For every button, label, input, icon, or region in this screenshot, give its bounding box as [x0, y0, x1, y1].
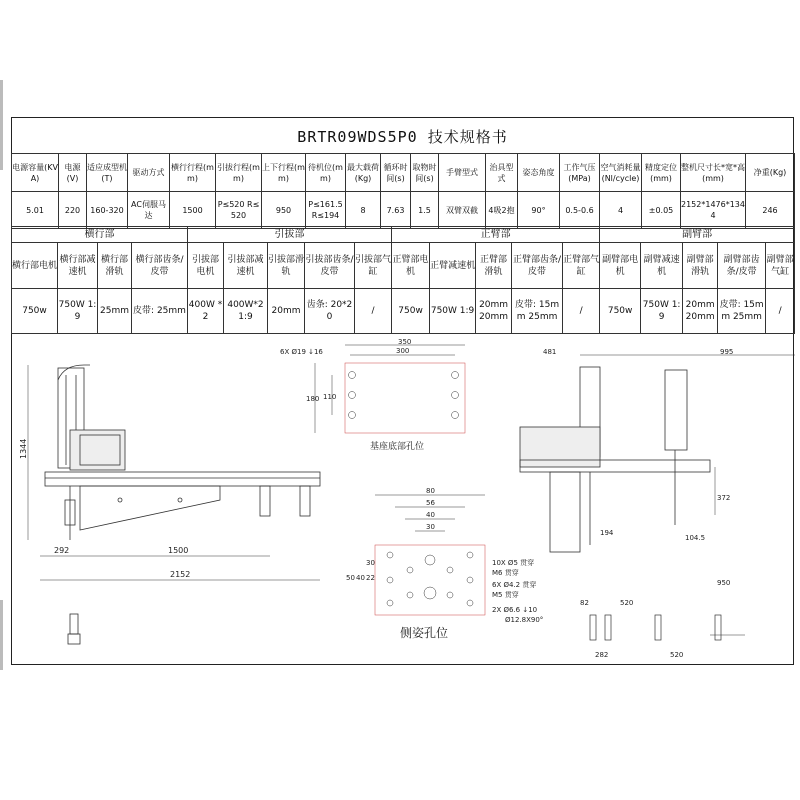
spec-header-cell-1: 电源(V)	[59, 154, 87, 192]
section-row	[12, 227, 795, 243]
detail-value-cell-18: /	[766, 289, 795, 334]
spec-header-cell-10: 取物时间(s)	[411, 154, 439, 192]
spec-value-cell-14: 0.5-0.6	[560, 192, 600, 229]
dim-height-label: 1344	[19, 438, 28, 459]
side-dim-30b: 30	[366, 559, 375, 567]
side-note-3: 6X Ø4.2 贯穿	[492, 581, 537, 589]
detail-header-cell-12: 正臂部齿条/皮带	[512, 243, 563, 289]
spec-header-cell-6: 上下行程(mm)	[262, 154, 306, 192]
base-plate-note: 6X Ø19 ↓16	[280, 348, 323, 356]
detail-value-cell-5: 400W*2 1:9	[224, 289, 268, 334]
spec-value-cell-3: AC伺服马达	[128, 192, 170, 229]
side-view-dim-82: 82	[580, 599, 589, 607]
side-dim-22: 22	[366, 574, 375, 582]
spec-value-cell-8: 8	[346, 192, 381, 229]
side-dim-30: 30	[426, 523, 435, 531]
detail-value-cell-10: 750W 1:9	[430, 289, 476, 334]
spec-header-cell-4: 横行行程(mm)	[170, 154, 216, 192]
detail-header-cell-6: 引拔部滑轨	[268, 243, 305, 289]
detail-value-cell-2: 25mm	[98, 289, 132, 334]
detail-value-cell-13: /	[563, 289, 600, 334]
spec-header-cell-0: 电源容量(KVA)	[12, 154, 59, 192]
detail-value-cell-8: /	[355, 289, 392, 334]
section-main-arm: 正臂部	[392, 227, 600, 243]
spec-value-cell-16: ±0.05	[642, 192, 681, 229]
dim-1500-label: 1500	[168, 546, 189, 555]
detail-header-row	[12, 243, 795, 289]
spec-header-cell-7: 待机位(mm)	[306, 154, 346, 192]
spec-value-cell-18: 246	[746, 192, 795, 229]
detail-value-cell-15: 750W 1:9	[641, 289, 683, 334]
side-view-dim-372: 372	[717, 494, 731, 502]
detail-value-cell-1: 750W 1:9	[58, 289, 98, 334]
spec-header-row	[12, 154, 795, 192]
base-dim-300: 300	[396, 347, 410, 355]
detail-header-cell-16: 副臂部滑轨	[683, 243, 718, 289]
side-view-dim-194: 194	[600, 529, 614, 537]
spec-table	[11, 153, 795, 229]
spec-header-cell-3: 驱动方式	[128, 154, 170, 192]
side-view-dim-995: 995	[720, 348, 734, 356]
side-view-dim-520: 520	[620, 599, 634, 607]
detail-header-cell-15: 副臂减速机	[641, 243, 683, 289]
spec-header-cell-2: 适应成型机(T)	[87, 154, 128, 192]
spec-header-cell-12: 治具型式	[486, 154, 518, 192]
spec-header-cell-16: 精度定位(mm)	[642, 154, 681, 192]
spec-value-cell-2: 160-320	[87, 192, 128, 229]
detail-header-cell-3: 横行部齿条/皮带	[132, 243, 188, 289]
detail-header-cell-8: 引拔部气缸	[355, 243, 392, 289]
section-traverse: 横行部	[12, 227, 188, 243]
spec-header-cell-17: 整机尺寸长*宽*高(mm)	[681, 154, 746, 192]
detail-header-cell-17: 副臂部齿条/皮带	[718, 243, 766, 289]
side-dim-40b: 40	[356, 574, 365, 582]
detail-value-cell-11: 20mm 20mm	[476, 289, 512, 334]
spec-header-cell-8: 最大载荷(Kg)	[346, 154, 381, 192]
spec-header-cell-14: 工作气压(MPa)	[560, 154, 600, 192]
spec-value-cell-15: 4	[600, 192, 642, 229]
dim-2152-label: 2152	[170, 570, 191, 579]
dim-292-label: 292	[54, 546, 70, 555]
spec-header-cell-9: 循环时间(s)	[381, 154, 411, 192]
detail-value-cell-14: 750w	[600, 289, 641, 334]
section-sub-arm: 副臂部	[600, 227, 795, 243]
side-view-dim-520b: 520	[670, 651, 684, 659]
small-part-drawing	[65, 612, 85, 650]
detail-header-cell-9: 正臂部电机	[392, 243, 430, 289]
detail-value-cell-3: 皮带: 25mm	[132, 289, 188, 334]
side-note-5: 2X Ø6.6 ↓10	[492, 606, 538, 614]
detail-header-cell-2: 横行部滑轨	[98, 243, 132, 289]
side-plate-caption: 侧姿孔位	[400, 626, 449, 640]
spec-value-cell-1: 220	[59, 192, 87, 229]
side-view-dim-950: 950	[717, 579, 731, 587]
side-dim-50: 50	[346, 574, 355, 582]
side-view-dim-481: 481	[543, 348, 557, 356]
detail-value-cell-16: 20mm 20mm	[683, 289, 718, 334]
detail-value-cell-6: 20mm	[268, 289, 305, 334]
spec-header-cell-11: 手臂型式	[439, 154, 486, 192]
detail-header-cell-1: 横行部减速机	[58, 243, 98, 289]
detail-header-cell-13: 正臂部气缸	[563, 243, 600, 289]
spec-header-cell-15: 空气消耗量(Nl/cycle)	[600, 154, 642, 192]
spec-value-cell-5: P≤520 R≤520	[216, 192, 262, 229]
detail-header-cell-11: 正臂部滑轨	[476, 243, 512, 289]
spec-value-cell-0: 5.01	[12, 192, 59, 229]
detail-value-cell-7: 齿条: 20*20	[305, 289, 355, 334]
side-note-6: Ø12.8X90°	[505, 616, 544, 624]
spec-value-cell-6: 950	[262, 192, 306, 229]
side-note-1: 10X Ø5 贯穿	[492, 559, 535, 567]
detail-header-cell-18: 副臂部气缸	[766, 243, 795, 289]
base-plate-drawing	[270, 335, 490, 455]
spec-header-cell-13: 姿态角度	[518, 154, 560, 192]
spec-value-cell-4: 1500	[170, 192, 216, 229]
side-view-drawing	[505, 345, 795, 660]
detail-value-cell-12: 皮带: 15mm 25mm	[512, 289, 563, 334]
base-dim-350: 350	[398, 338, 412, 346]
left-edge-marker-2	[0, 600, 3, 670]
spec-value-cell-7: P≤161.5 R≤194	[306, 192, 346, 229]
detail-header-cell-5: 引拔部减速机	[224, 243, 268, 289]
base-dim-180: 180	[306, 395, 320, 403]
detail-header-cell-0: 横行部电机	[12, 243, 58, 289]
spec-value-row	[12, 192, 795, 229]
section-crosswise: 引拔部	[188, 227, 392, 243]
base-plate-caption: 基座底部孔位	[370, 442, 425, 452]
side-dim-56: 56	[426, 499, 435, 507]
detail-header-cell-4: 引拔部电机	[188, 243, 224, 289]
spec-value-cell-9: 7.63	[381, 192, 411, 229]
detail-value-cell-9: 750w	[392, 289, 430, 334]
side-dim-80: 80	[426, 487, 435, 495]
spec-header-cell-5: 引拔行程(mm)	[216, 154, 262, 192]
side-view-dim-104: 104.5	[685, 534, 706, 542]
detail-header-cell-14: 副臂部电机	[600, 243, 641, 289]
side-note-2: M6 贯穿	[492, 569, 519, 577]
detail-value-cell-4: 400W *2	[188, 289, 224, 334]
spec-value-cell-12: 4吸2抱	[486, 192, 518, 229]
spec-value-cell-17: 2152*1476*1344	[681, 192, 746, 229]
document-title: BRTR09WDS5P0 技术规格书	[297, 128, 508, 146]
spec-header-cell-18: 净重(Kg)	[746, 154, 795, 192]
spec-value-cell-10: 1.5	[411, 192, 439, 229]
side-dim-40: 40	[426, 511, 435, 519]
side-note-4: M5 贯穿	[492, 591, 519, 599]
detail-value-cell-0: 750w	[12, 289, 58, 334]
spec-value-cell-13: 90°	[518, 192, 560, 229]
spec-value-cell-11: 双臂双截	[439, 192, 486, 229]
base-dim-110: 110	[323, 393, 337, 401]
detail-value-cell-17: 皮带: 15mm 25mm	[718, 289, 766, 334]
detail-table	[11, 226, 795, 334]
detail-header-cell-10: 正臂减速机	[430, 243, 476, 289]
left-edge-marker	[0, 80, 3, 170]
detail-value-row	[12, 289, 795, 334]
detail-header-cell-7: 引拔部齿条/皮带	[305, 243, 355, 289]
side-view-dim-282: 282	[595, 651, 609, 659]
